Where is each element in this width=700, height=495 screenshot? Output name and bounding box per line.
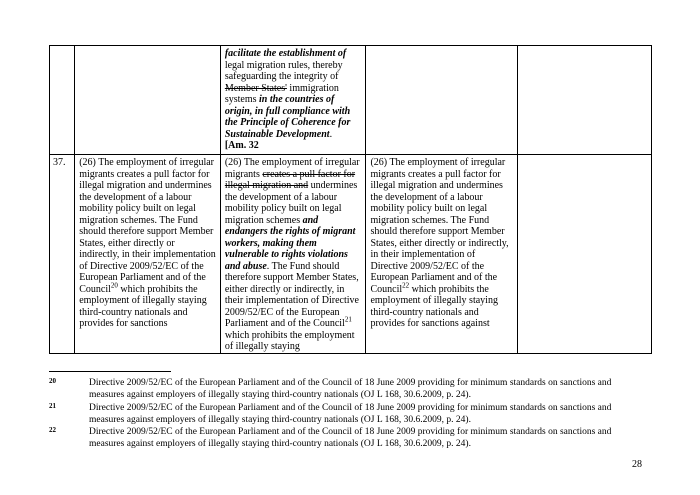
footnote	[49, 427, 644, 450]
parliament-text-cell	[220, 46, 366, 155]
footnote-number: 22	[49, 426, 56, 434]
council-text-cell	[366, 46, 517, 155]
footnote-ref[interactable]: 22	[402, 281, 410, 290]
deleted-text: Member States'	[224, 82, 287, 94]
footnote-ref[interactable]: 20	[110, 281, 118, 290]
body-text: (26) The employment of irregular migrants	[224, 157, 360, 180]
row-number-cell	[50, 46, 75, 155]
body-text: which prohibits the employment of illegally staying	[224, 329, 355, 352]
comparison-table	[49, 45, 652, 354]
added-text: and endangers the rights of migrant workers, making them vulnerable to rights violations and abuse	[224, 214, 356, 272]
footnote-text: Directive 2009/52/EC of the European Parliament and of the Council of 18 June 2009 providing for minimum standards on sanctions and measures against employers of illegally staying third-country nationals (OJ L 168, 30.6.2009, p. 24).	[89, 378, 612, 400]
deleted-text: creates a pull factor for illegal migration and	[224, 168, 356, 191]
footnote-ref[interactable]: 21	[344, 315, 352, 324]
commission-text-cell	[75, 155, 221, 354]
body-text: (26) The employment of irregular migrants creates a pull factor for illegal migration and undermines the development of a labour mobility policy built on legal migration schemes. The Fund should therefore support Member States, either directly or indirectly, in their implementation of Directive 2009/52/EC of the European Parliament and of the Council	[370, 157, 509, 295]
footnote	[49, 378, 644, 401]
body-text: which prohibits the employment of illegally staying third-country nationals and provides for sanctions against	[370, 283, 498, 329]
body-text: undermines the development of a labour mobility policy built on legal migration schemes	[224, 180, 358, 226]
council-text-cell	[366, 155, 517, 354]
footnote-text: Directive 2009/52/EC of the European Parliament and of the Council of 18 June 2009 providing for minimum standards on sanctions and measures against employers of illegally staying third-country nationals (OJ L 168, 30.6.2009, p. 24).	[89, 403, 612, 425]
amendment-reference: [Am. 32	[224, 140, 259, 151]
compromise-text-cell	[517, 46, 651, 155]
body-text: .	[329, 128, 333, 140]
footnote-separator	[49, 371, 171, 372]
parliament-text-cell	[220, 155, 366, 354]
page-number: 28	[632, 459, 642, 470]
footnote-number: 20	[49, 377, 56, 385]
footnote-number: 21	[49, 402, 56, 410]
body-text: which prohibits the employment of illegally staying third-country nationals and provides for sanctions	[79, 283, 207, 329]
body-text: . The Fund should therefore support Member States, either directly or indirectly, in their implementation of Directive 2009/52/EC of the European Parliament and of the Council	[224, 260, 359, 329]
row-number-cell: 37.	[50, 155, 75, 354]
added-text: in the countries of origin, in full compliance with the Principle of Coherence for Sustainable Development	[224, 94, 351, 140]
commission-text-cell	[75, 46, 221, 155]
footnote-text: Directive 2009/52/EC of the European Parliament and of the Council of 18 June 2009 providing for minimum standards on sanctions and measures against employers of illegally staying third-country nationals (OJ L 168, 30.6.2009, p. 24).	[89, 427, 612, 449]
table-row	[50, 155, 652, 354]
compromise-text-cell	[517, 155, 651, 354]
body-text: (26) The employment of irregular migrants creates a pull factor for illegal migration and undermines the development of a labour mobility policy built on legal migration schemes. The Fund should therefore support Member States, either directly or indirectly, in their implementation of Directive 2009/52/EC of the European Parliament and of the Council	[79, 157, 216, 295]
footnote	[49, 403, 644, 426]
added-text: facilitate the establishment of	[224, 48, 347, 59]
body-text: immigration systems	[224, 82, 339, 105]
table-row	[50, 46, 652, 155]
body-text: legal migration rules, thereby safeguarding the integrity of	[224, 59, 343, 82]
